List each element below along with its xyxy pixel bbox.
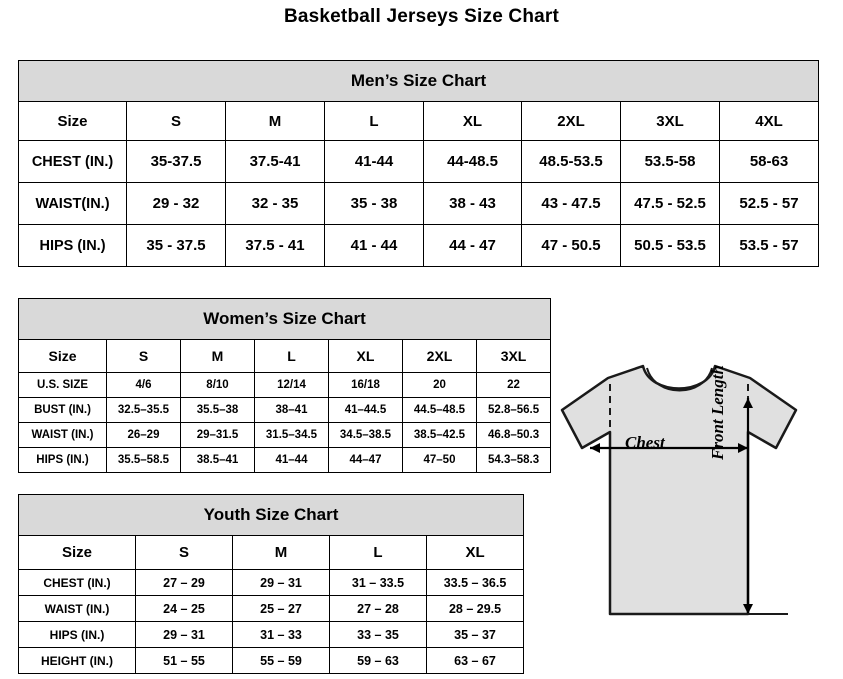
row-label: BUST (IN.) xyxy=(19,398,107,423)
row-label: CHEST (IN.) xyxy=(19,141,127,183)
table-cell: 52.5 - 57 xyxy=(720,183,819,225)
table-cell: 38.5–42.5 xyxy=(403,423,477,448)
table-cell: 29 – 31 xyxy=(136,622,233,648)
table-cell: 31 – 33 xyxy=(233,622,330,648)
row-label: WAIST (IN.) xyxy=(19,423,107,448)
table-cell: 29 – 31 xyxy=(233,570,330,596)
table-row xyxy=(19,596,524,622)
column-header: XL xyxy=(424,102,522,141)
table-row xyxy=(19,183,819,225)
table-cell: 27 – 29 xyxy=(136,570,233,596)
jersey-shirt-icon xyxy=(548,352,838,672)
table-cell: 32 - 35 xyxy=(226,183,325,225)
womens-size-chart-table xyxy=(18,298,551,473)
table-cell: 37.5-41 xyxy=(226,141,325,183)
table-row xyxy=(19,648,524,674)
table-cell: 20 xyxy=(403,373,477,398)
table-cell: 46.8–50.3 xyxy=(477,423,551,448)
table-cell: 27 – 28 xyxy=(330,596,427,622)
table-cell: 35.5–58.5 xyxy=(107,448,181,473)
table-cell: 35 - 38 xyxy=(325,183,424,225)
table-cell: 44-48.5 xyxy=(424,141,522,183)
table-cell: 31.5–34.5 xyxy=(255,423,329,448)
table-cell: 35 - 37.5 xyxy=(127,225,226,267)
row-label: WAIST (IN.) xyxy=(19,596,136,622)
table-row xyxy=(19,225,819,267)
table-cell: 43 - 47.5 xyxy=(522,183,621,225)
table-cell: 47–50 xyxy=(403,448,477,473)
table-cell: 25 – 27 xyxy=(233,596,330,622)
table-cell: 53.5 - 57 xyxy=(720,225,819,267)
youth-size-chart-table xyxy=(18,494,524,674)
page-title: Basketball Jerseys Size Chart xyxy=(283,6,560,27)
table-cell: 41–44 xyxy=(255,448,329,473)
table-cell: 34.5–38.5 xyxy=(329,423,403,448)
table-cell: 4/6 xyxy=(107,373,181,398)
table-cell: 38.5–41 xyxy=(181,448,255,473)
table-cell: 31 – 33.5 xyxy=(330,570,427,596)
column-header: M xyxy=(181,340,255,373)
column-header: L xyxy=(330,536,427,570)
column-header: 3XL xyxy=(477,340,551,373)
table-cell: 22 xyxy=(477,373,551,398)
table-row xyxy=(19,141,819,183)
table-cell: 26–29 xyxy=(107,423,181,448)
column-header: Size xyxy=(19,536,136,570)
row-label: WAIST(IN.) xyxy=(19,183,127,225)
table-row xyxy=(19,102,819,141)
table-cell: 44.5–48.5 xyxy=(403,398,477,423)
table-cell: 38–41 xyxy=(255,398,329,423)
column-header: XL xyxy=(427,536,524,570)
row-label: HEIGHT (IN.) xyxy=(19,648,136,674)
table-cell: 58-63 xyxy=(720,141,819,183)
chest-arrow-left xyxy=(590,443,600,453)
column-header: Size xyxy=(19,340,107,373)
table-cell: 47 - 50.5 xyxy=(522,225,621,267)
table-cell: 48.5-53.5 xyxy=(522,141,621,183)
table-cell: 41 - 44 xyxy=(325,225,424,267)
table-header-band xyxy=(19,299,551,340)
column-header: M xyxy=(226,102,325,141)
front-length-label: Front Length xyxy=(708,365,727,460)
table-cell: 63 – 67 xyxy=(427,648,524,674)
mens-size-chart-table xyxy=(18,60,819,267)
table-cell: 51 – 55 xyxy=(136,648,233,674)
column-header: S xyxy=(107,340,181,373)
column-header: 4XL xyxy=(720,102,819,141)
table-cell: 41-44 xyxy=(325,141,424,183)
row-label: HIPS (IN.) xyxy=(19,225,127,267)
row-label: HIPS (IN.) xyxy=(19,448,107,473)
table-row xyxy=(19,536,524,570)
row-label: HIPS (IN.) xyxy=(19,622,136,648)
column-header: 3XL xyxy=(621,102,720,141)
womens-chart-title: Women’s Size Chart xyxy=(19,299,551,340)
column-header: M xyxy=(233,536,330,570)
table-cell: 37.5 - 41 xyxy=(226,225,325,267)
table-cell: 16/18 xyxy=(329,373,403,398)
table-cell: 28 – 29.5 xyxy=(427,596,524,622)
mens-chart-title: Men’s Size Chart xyxy=(19,61,819,102)
table-cell: 53.5-58 xyxy=(621,141,720,183)
table-cell: 41–44.5 xyxy=(329,398,403,423)
table-cell: 35.5–38 xyxy=(181,398,255,423)
table-row xyxy=(19,340,551,373)
table-cell: 52.8–56.5 xyxy=(477,398,551,423)
jersey-measurement-diagram xyxy=(548,352,838,672)
table-cell: 44–47 xyxy=(329,448,403,473)
table-cell: 38 - 43 xyxy=(424,183,522,225)
table-cell: 24 – 25 xyxy=(136,596,233,622)
table-cell: 47.5 - 52.5 xyxy=(621,183,720,225)
youth-chart-title: Youth Size Chart xyxy=(19,495,524,536)
table-header-band xyxy=(19,61,819,102)
row-label: CHEST (IN.) xyxy=(19,570,136,596)
table-cell: 32.5–35.5 xyxy=(107,398,181,423)
column-header: 2XL xyxy=(403,340,477,373)
chest-label: Chest xyxy=(625,433,665,452)
column-header: XL xyxy=(329,340,403,373)
column-header: S xyxy=(127,102,226,141)
table-cell: 33 – 35 xyxy=(330,622,427,648)
column-header: L xyxy=(255,340,329,373)
table-cell: 33.5 – 36.5 xyxy=(427,570,524,596)
table-cell: 8/10 xyxy=(181,373,255,398)
table-cell: 50.5 - 53.5 xyxy=(621,225,720,267)
shirt-outline xyxy=(562,366,796,614)
table-cell: 35-37.5 xyxy=(127,141,226,183)
table-cell: 44 - 47 xyxy=(424,225,522,267)
column-header: L xyxy=(325,102,424,141)
table-row xyxy=(19,373,551,398)
table-header-band xyxy=(19,495,524,536)
table-cell: 54.3–58.3 xyxy=(477,448,551,473)
column-header: S xyxy=(136,536,233,570)
column-header: Size xyxy=(19,102,127,141)
table-row xyxy=(19,398,551,423)
table-cell: 35 – 37 xyxy=(427,622,524,648)
table-row xyxy=(19,622,524,648)
table-cell: 59 – 63 xyxy=(330,648,427,674)
table-cell: 29 - 32 xyxy=(127,183,226,225)
table-row xyxy=(19,448,551,473)
table-cell: 12/14 xyxy=(255,373,329,398)
table-cell: 29–31.5 xyxy=(181,423,255,448)
column-header: 2XL xyxy=(522,102,621,141)
table-row xyxy=(19,423,551,448)
table-row xyxy=(19,570,524,596)
row-label: U.S. SIZE xyxy=(19,373,107,398)
table-cell: 55 – 59 xyxy=(233,648,330,674)
